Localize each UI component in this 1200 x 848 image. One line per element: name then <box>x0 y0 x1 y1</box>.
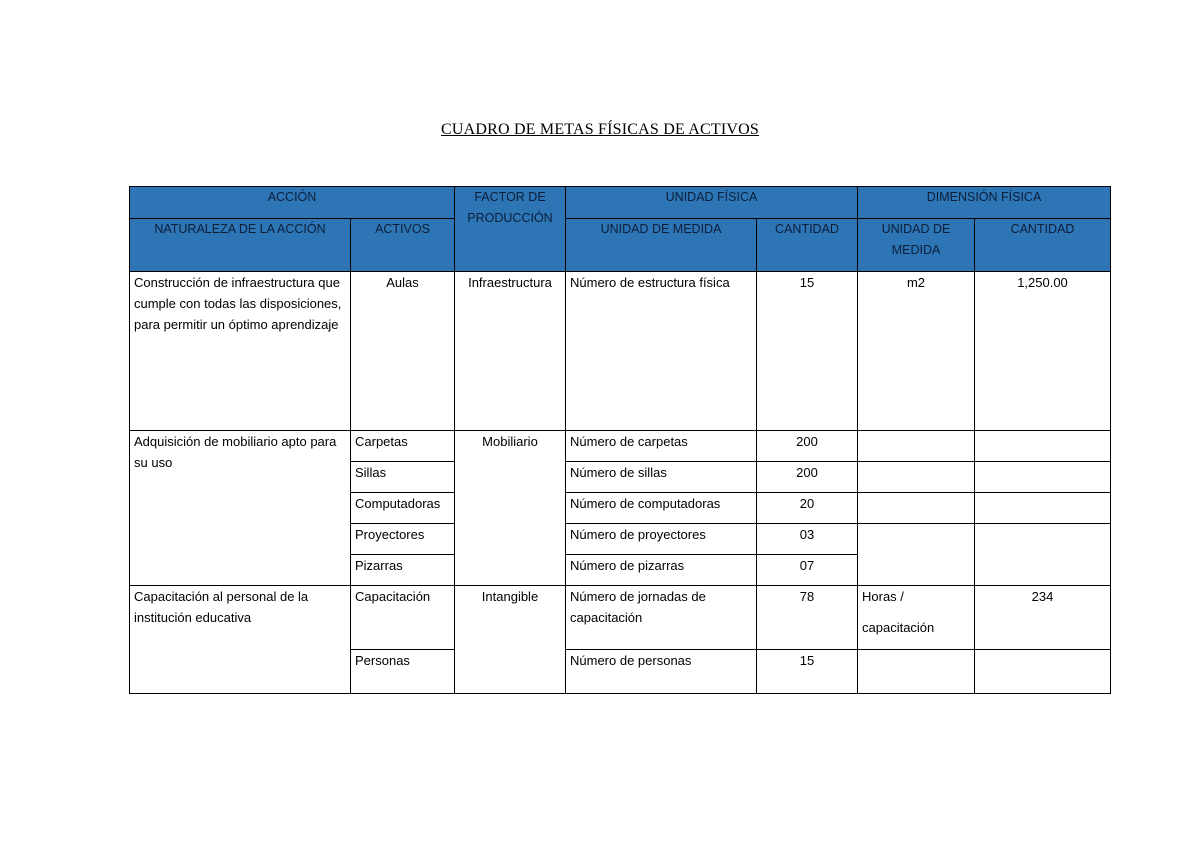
table-row <box>130 586 1111 650</box>
header-row-1 <box>130 187 1111 219</box>
dim-unidad-line2: capacitación <box>862 620 935 635</box>
cantidad-cell: 20 <box>757 493 858 524</box>
unidad-cell: Número de carpetas <box>566 431 757 462</box>
factor-cell: Intangible <box>455 586 566 694</box>
activo-cell: Carpetas <box>351 431 455 462</box>
unidad-cell: Número de computadoras <box>566 493 757 524</box>
factor-cell: Mobiliario <box>455 431 566 586</box>
dim-unidad-cell <box>858 650 975 694</box>
header-dimension-fisica: DIMENSIÓN FÍSICA <box>858 187 1111 219</box>
activo-cell: Pizarras <box>351 555 455 586</box>
activo-cell: Computadoras <box>351 493 455 524</box>
unidad-cell: Número de estructura física <box>566 272 757 431</box>
cantidad-cell: 200 <box>757 431 858 462</box>
table-row <box>130 431 1111 462</box>
header-factor-line2: PRODUCCIÓN <box>467 211 553 225</box>
dim-cantidad-cell <box>975 431 1111 462</box>
header-row-2 <box>130 219 1111 272</box>
dim-cantidad-cell <box>975 524 1111 586</box>
header-dim-unidad-medida <box>858 219 975 272</box>
dim-cantidad-cell <box>975 650 1111 694</box>
dim-cantidad-cell <box>975 493 1111 524</box>
unidad-cell: Número de proyectores <box>566 524 757 555</box>
table-row <box>130 272 1111 431</box>
dim-unidad-cell <box>858 431 975 462</box>
activo-cell: Sillas <box>351 462 455 493</box>
activo-cell: Personas <box>351 650 455 694</box>
header-unidad-fisica: UNIDAD FÍSICA <box>566 187 858 219</box>
naturaleza-cell: Adquisición de mobiliario apto para su uso <box>130 431 351 586</box>
dim-unidad-cell <box>858 586 975 650</box>
naturaleza-cell: Construcción de infraestructura que cumple con todas las disposiciones, para permitir un óptimo aprendizaje <box>130 272 351 431</box>
cantidad-cell: 78 <box>757 586 858 650</box>
dim-unidad-cell <box>858 524 975 586</box>
cantidad-cell: 15 <box>757 272 858 431</box>
metas-table <box>129 186 1111 694</box>
header-dim-unidad-line2: MEDIDA <box>891 243 941 257</box>
dim-cantidad-cell: 234 <box>975 586 1111 650</box>
activo-cell: Capacitación <box>351 586 455 650</box>
activo-cell: Proyectores <box>351 524 455 555</box>
header-naturaleza: NATURALEZA DE LA ACCIÓN <box>130 219 351 272</box>
cantidad-cell: 200 <box>757 462 858 493</box>
header-cantidad-df: CANTIDAD <box>975 219 1111 272</box>
unidad-cell: Número de pizarras <box>566 555 757 586</box>
unidad-cell: Número de jornadas de capacitación <box>566 586 757 650</box>
header-factor-line1: FACTOR DE <box>474 190 546 204</box>
header-factor-produccion <box>455 187 566 272</box>
header-dim-unidad-line1: UNIDAD DE <box>881 222 951 236</box>
header-activos: ACTIVOS <box>351 219 455 272</box>
activo-cell: Aulas <box>351 272 455 431</box>
dim-cantidad-cell: 1,250.00 <box>975 272 1111 431</box>
dim-unidad-cell: m2 <box>858 272 975 431</box>
unidad-cell: Número de personas <box>566 650 757 694</box>
header-unidad-medida: UNIDAD DE MEDIDA <box>566 219 757 272</box>
dim-unidad-cell <box>858 493 975 524</box>
dim-cantidad-cell <box>975 462 1111 493</box>
page-title: CUADRO DE METAS FÍSICAS DE ACTIVOS <box>441 121 759 138</box>
header-accion: ACCIÓN <box>130 187 455 219</box>
dim-unidad-line1: Horas / <box>862 589 904 604</box>
factor-cell: Infraestructura <box>455 272 566 431</box>
naturaleza-cell: Capacitación al personal de la institución educativa <box>130 586 351 694</box>
header-cantidad-uf: CANTIDAD <box>757 219 858 272</box>
cantidad-cell: 15 <box>757 650 858 694</box>
cantidad-cell: 07 <box>757 555 858 586</box>
cantidad-cell: 03 <box>757 524 858 555</box>
unidad-cell: Número de sillas <box>566 462 757 493</box>
dim-unidad-cell <box>858 462 975 493</box>
